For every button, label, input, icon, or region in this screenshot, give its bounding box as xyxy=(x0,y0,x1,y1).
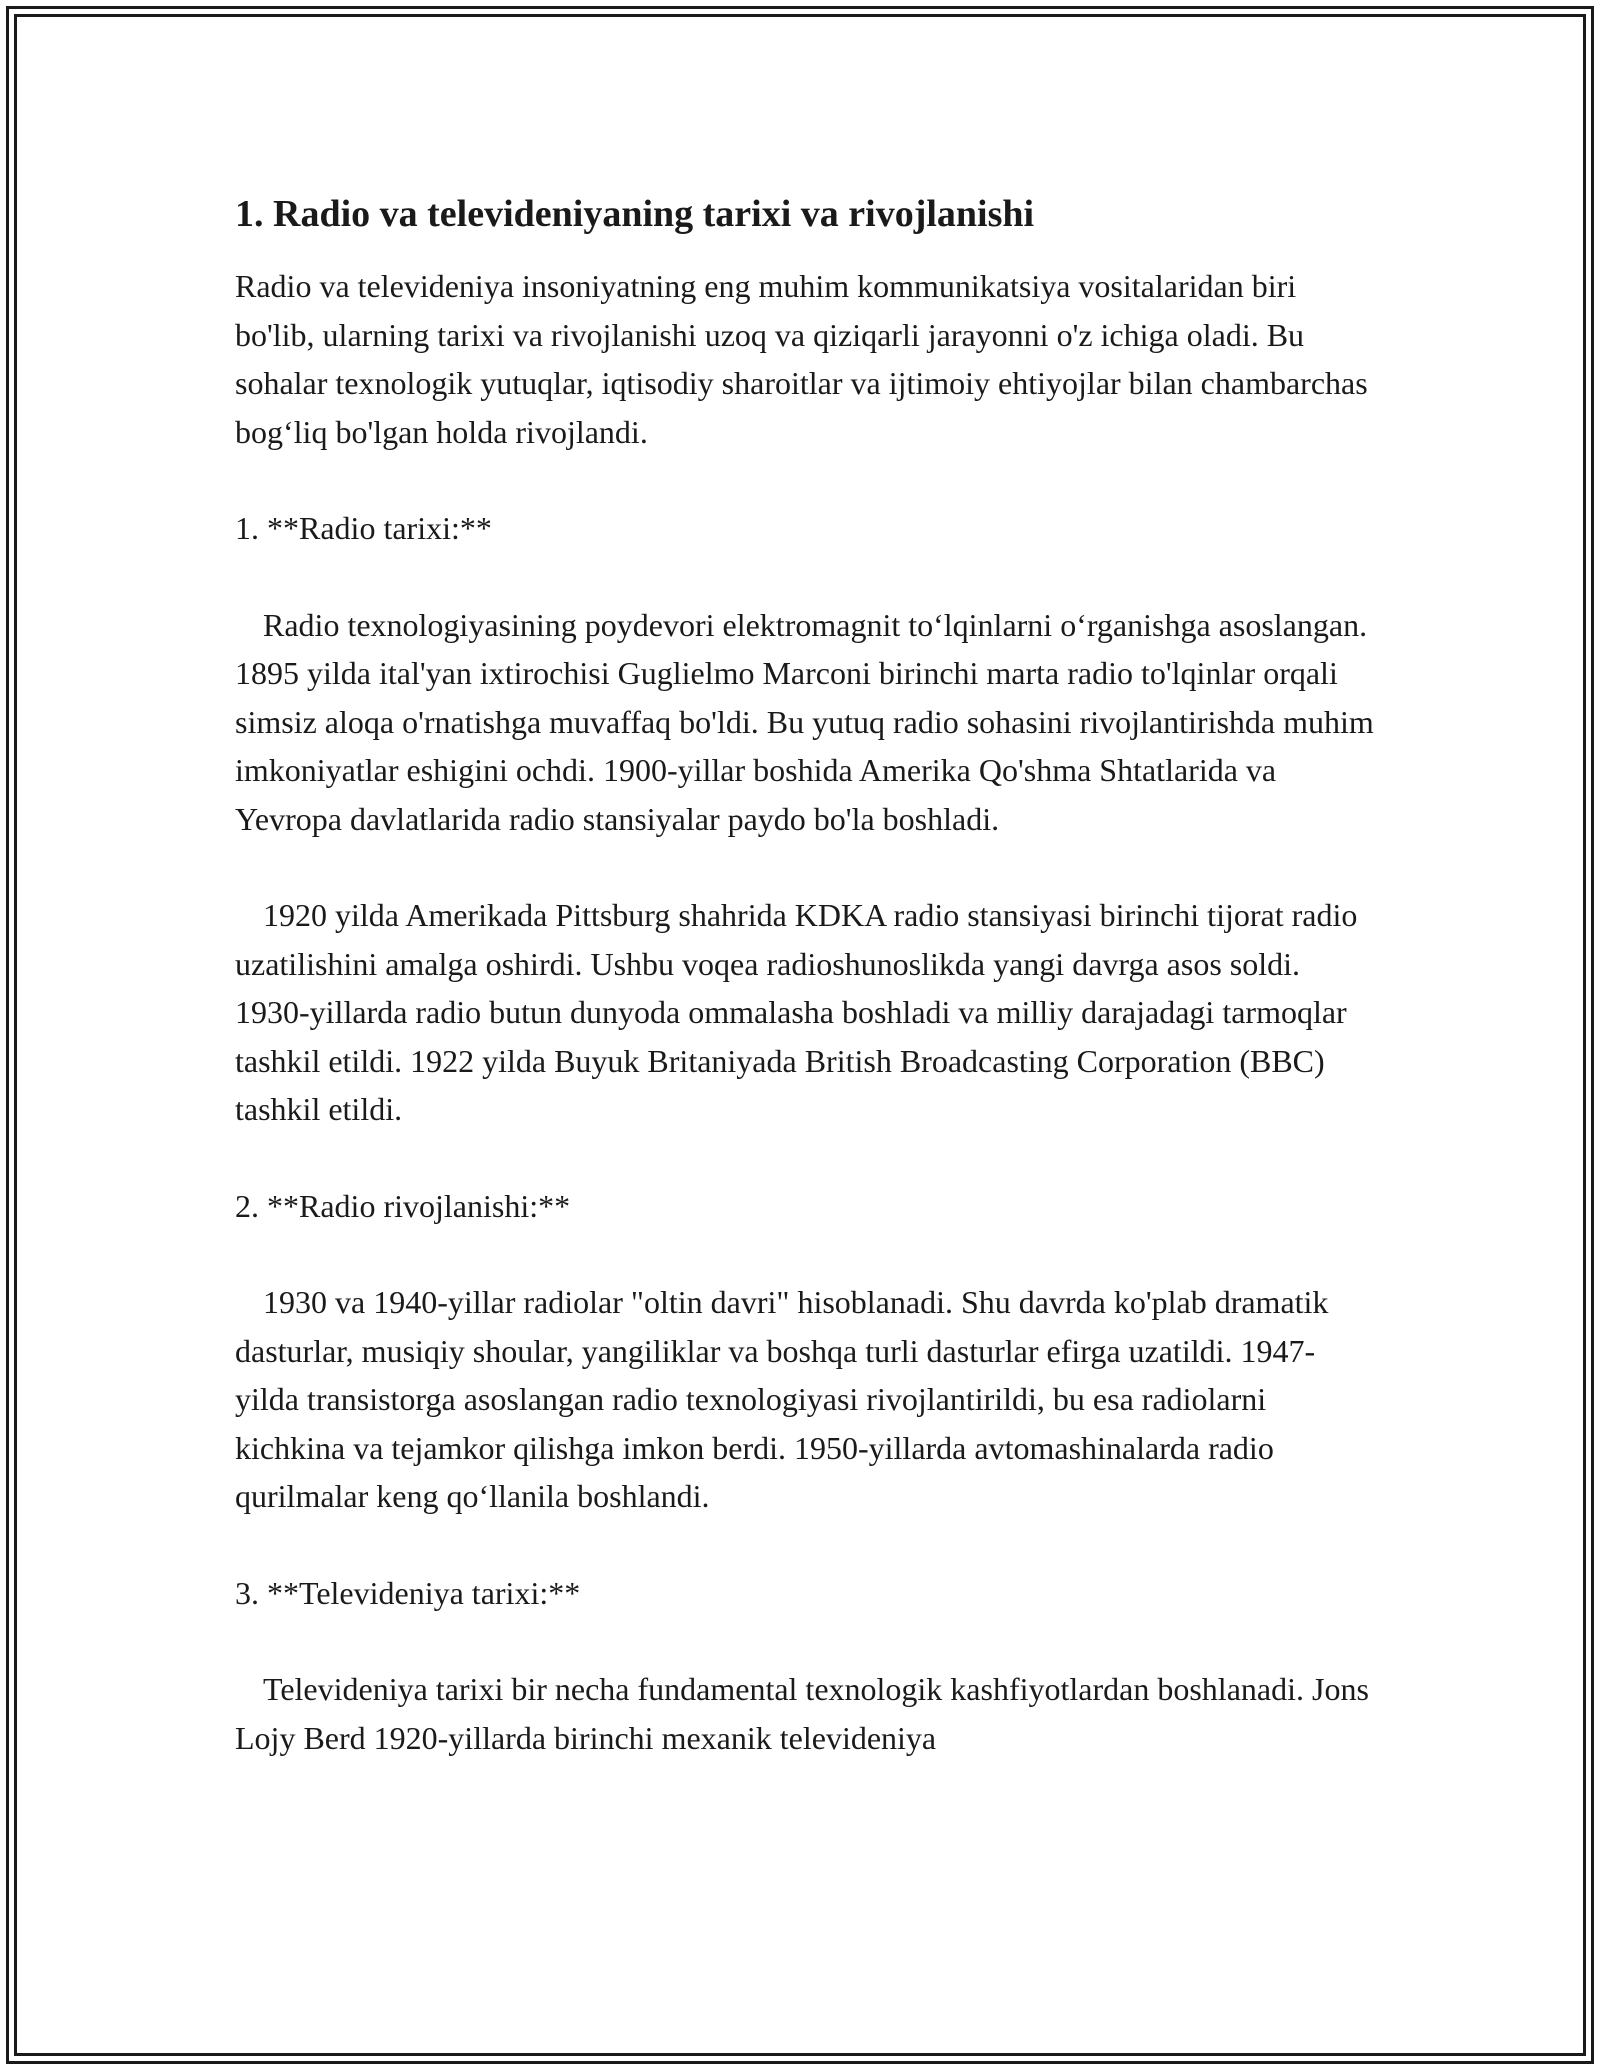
section-paragraph: 1930 va 1940-yillar radiolar "oltin davri" hisoblanadi. Shu davrda ko'plab dramatik dasturlar, musiqiy shoular, yangiliklar va boshqa turli dasturlar efirga uzatildi. 1947-yilda transistorga asoslangan radio texnologiyasi rivojlantirildi, bu esa radiolarni kichkina va tejamkor qilishga imkon berdi. 1950-yillarda avtomashinalarda radio qurilmalar keng qo‘llanila boshlandi. xyxy=(235,1284,1337,1514)
intro-paragraph: Radio va televideniya insoniyatning eng muhim kommunikatsiya vositalaridan biri bo'lib, ularning tarixi va rivojlanishi uzoq va qiziqarli jarayonni o'z ichiga oladi. Bu sohalar texnologik yutuqlar, iqtisodiy sharoitlar va ijtimoiy ehtiyojlar bilan chambarchas bog‘liq bo'lgan holda rivojlandi. xyxy=(235,268,1376,450)
section-heading-radio-development: 2. **Radio rivojlanishi:** xyxy=(235,1187,571,1224)
section-heading-tv-history: 3. **Televideniya tarixi:** xyxy=(235,1574,581,1611)
section-paragraph: Radio texnologiyasining poydevori elektromagnit to‘lqinlarni o‘rganishga asoslangan. 1895 yilda ital'yan ixtirochisi Guglielmo Marconi birinchi marta radio to'lqinlar orqali simsiz aloqa o'rnatishga muvaffaq bo'ldi. Bu yutuq radio sohasini rivojlantirishda muhim imkoniyatlar eshigini ochdi. 1900-yillar boshida Amerika Qo'shma Shtatlarida va Yevropa davlatlarida radio stansiyalar paydo bo'la boshladi. xyxy=(235,606,1382,837)
section-paragraph: Televideniya tarixi bir necha fundamental texnologik kashfiyotlardan boshlanadi. Jons Lojy Berd 1920-yillarda birinchi mexanik televideniya xyxy=(235,1671,1377,1756)
document-title: 1. Radio va televideniyaning tarixi va rivojlanishi xyxy=(235,193,1035,235)
section-heading-radio-history: 1. **Radio tarixi:** xyxy=(235,510,492,546)
section-paragraph: 1920 yilda Amerikada Pittsburg shahrida KDKA radio stansiyasi birinchi tijorat radio uzatilishini amalga oshirdi. Ushbu voqea radioshunoslikda yangi davrga asos soldi. 1930-yillarda radio butun dunyoda ommalasha boshladi va milliy darajadagi tarmoqlar tashkil etildi. 1922 yilda Buyuk Britaniyada British Broadcasting Corporation (BBC) tashkil etildi. xyxy=(235,897,1366,1127)
document-body xyxy=(235,188,1382,1810)
